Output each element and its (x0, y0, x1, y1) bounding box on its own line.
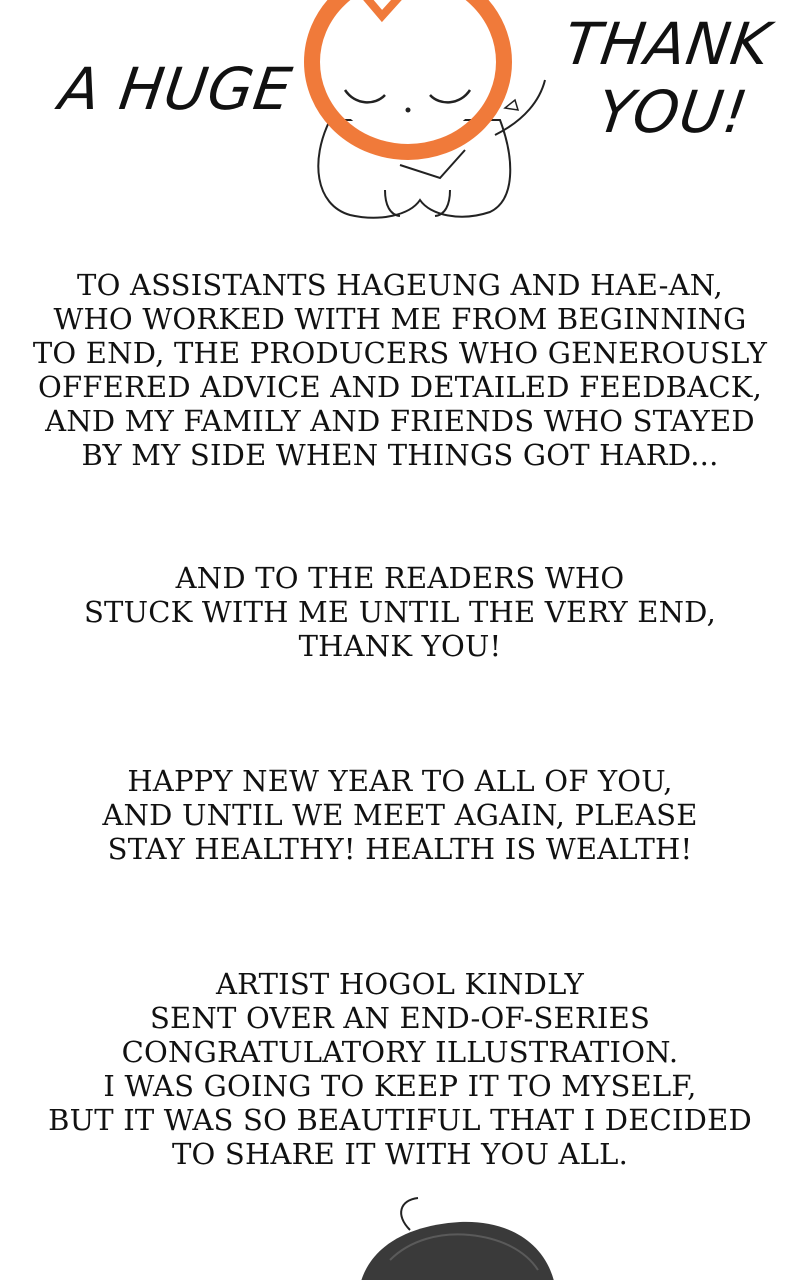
text-line: STAY HEALTHY! HEALTH IS WEALTH! (107, 832, 693, 866)
illustration-hair-preview (300, 1190, 600, 1280)
text-line: TO ASSISTANTS HAGEUNG AND HAE-AN, (77, 268, 723, 302)
text-line: ARTIST HOGOL KINDLY (215, 967, 585, 1001)
new-year-paragraph (0, 764, 800, 866)
text-line: SENT OVER AN END-OF-SERIES (149, 1001, 651, 1035)
text-line: TO SHARE IT WITH YOU ALL. (171, 1137, 629, 1171)
text-line: CONGRATULATORY ILLUSTRATION. (121, 1035, 679, 1069)
text-line: I WAS GOING TO KEEP IT TO MYSELF, (103, 1069, 697, 1103)
text-line: AND TO THE READERS WHO (175, 561, 625, 595)
text-line: OFFERED ADVICE AND DETAILED FEEDBACK, (37, 370, 763, 404)
acknowledgement-paragraph (0, 268, 800, 472)
text-line: HAPPY NEW YEAR TO ALL OF YOU, (127, 764, 673, 798)
header-left-text: A HUGE (55, 55, 297, 123)
text-line: TO END, THE PRODUCERS WHO GENEROUSLY (32, 336, 768, 370)
text-line: STUCK WITH ME UNTIL THE VERY END, (83, 595, 717, 629)
text-line: AND MY FAMILY AND FRIENDS WHO STAYED (45, 404, 755, 438)
illustration-note-paragraph (0, 967, 800, 1171)
text-line: THANK YOU! (298, 629, 502, 663)
text-line: BUT IT WAS SO BEAUTIFUL THAT I DECIDED (48, 1103, 752, 1137)
readers-thanks-paragraph (0, 561, 800, 663)
cat-mascot-illustration (290, 0, 550, 230)
header-illustration (0, 0, 800, 230)
text-line: BY MY SIDE WHEN THINGS GOT HARD... (81, 438, 719, 472)
text-line: WHO WORKED WITH ME FROM BEGINNING (53, 302, 747, 336)
header-right-text-line2: YOU! (593, 78, 753, 146)
header-right-text-line1: THANK (560, 10, 775, 78)
text-line: AND UNTIL WE MEET AGAIN, PLEASE (102, 798, 698, 832)
